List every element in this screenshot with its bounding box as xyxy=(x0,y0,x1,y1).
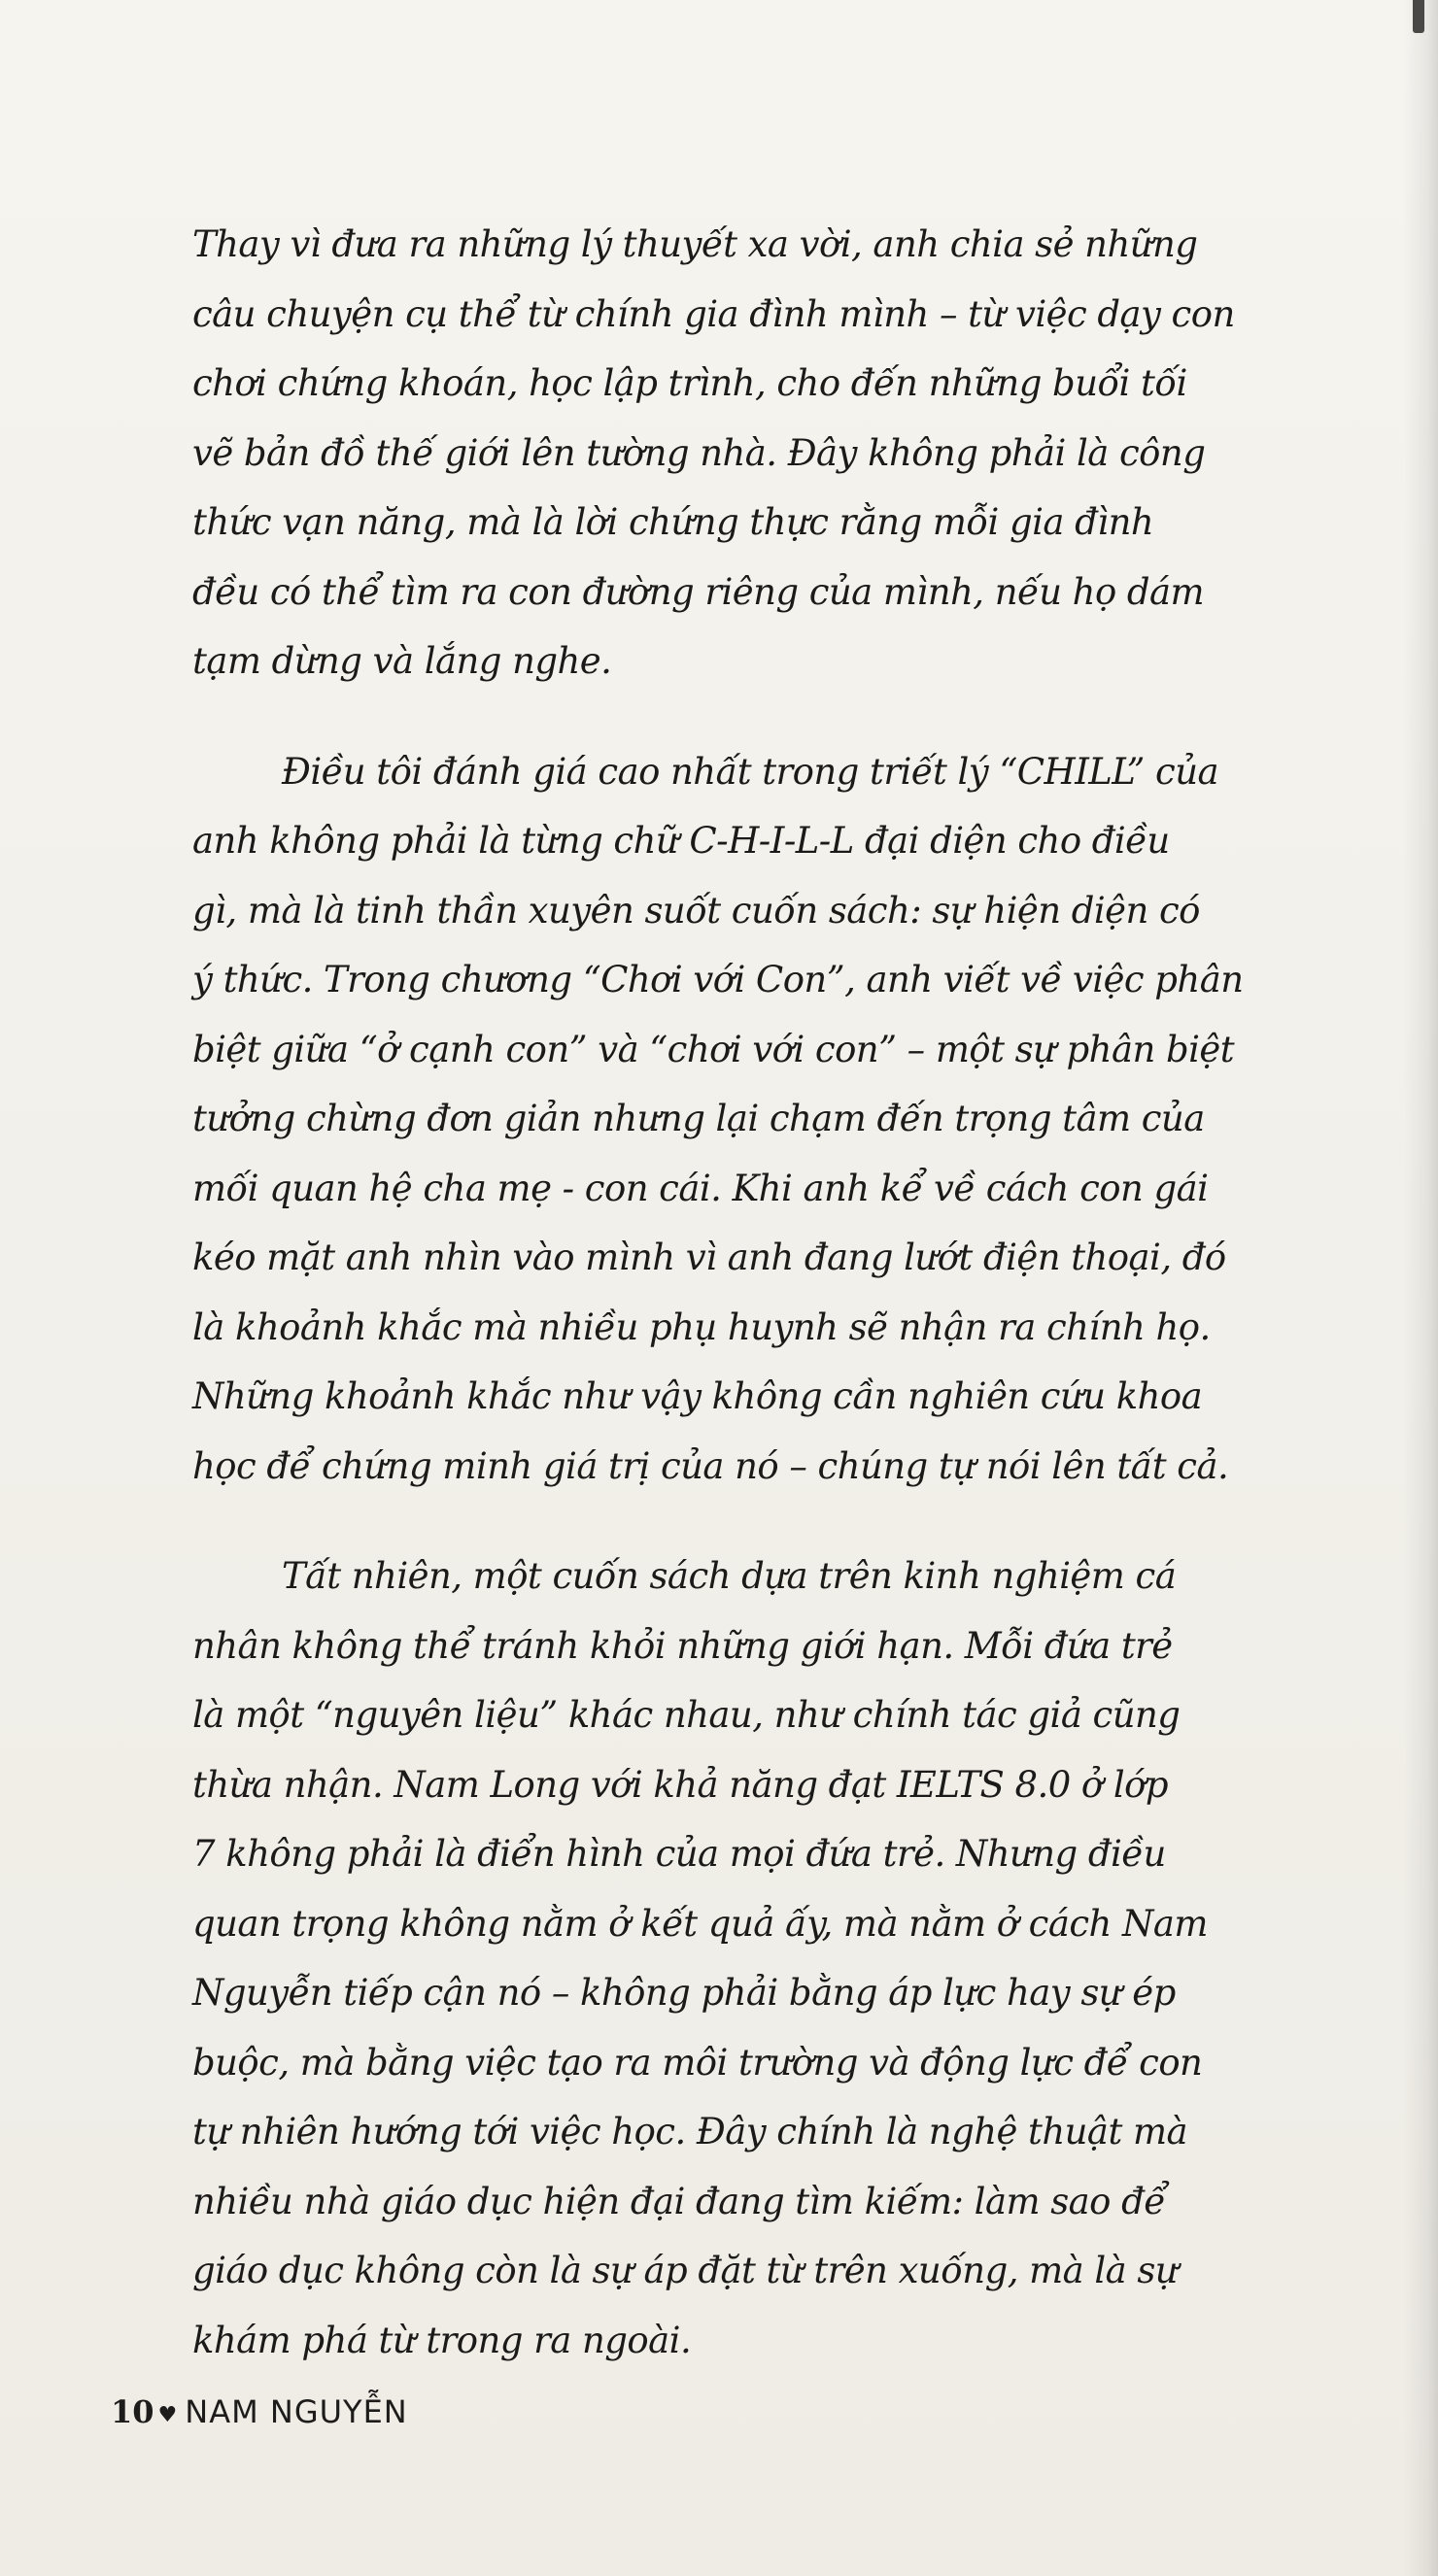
text-line: biệt giữa “ở cạnh con” và “chơi với con” – một sự phân biệt xyxy=(192,1028,1235,1070)
text-line: anh không phải là từng chữ C-H-I-L-L đại diện cho điều xyxy=(192,820,1170,862)
text-line: vẽ bản đồ thế giới lên tường nhà. Đây không phải là công xyxy=(192,431,1206,474)
text-line: Thay vì đưa ra những lý thuyết xa vời, anh chia sẻ những xyxy=(192,223,1198,265)
text-line: là khoảnh khắc mà nhiều phụ huynh sẽ nhận ra chính họ. xyxy=(192,1305,1211,1348)
text-line: đều có thể tìm ra con đường riêng của mình, nếu họ dám xyxy=(192,570,1205,613)
text-line: nhiều nhà giáo dục hiện đại đang tìm kiếm: làm sao để xyxy=(192,2180,1166,2222)
text-line: nhân không thể tránh khỏi những giới hạn. Mỗi đứa trẻ xyxy=(192,1624,1173,1667)
text-line: là một “nguyên liệu” khác nhau, như chính tác giả cũng xyxy=(192,1694,1181,1736)
text-line: tạm dừng và lắng nghe. xyxy=(192,640,612,682)
text-line: gì, mà là tinh thần xuyên suốt cuốn sách: sự hiện diện có xyxy=(192,889,1200,932)
page-footer xyxy=(111,2388,408,2436)
text-line: khám phá từ trong ra ngoài. xyxy=(192,2319,692,2361)
text-line: Tất nhiên, một cuốn sách dựa trên kinh nghiệm cá xyxy=(282,1555,1177,1597)
paragraph-2 xyxy=(192,737,1310,1502)
text-line: Nguyễn tiếp cận nó – không phải bằng áp lực hay sự ép xyxy=(192,1972,1176,2014)
page-edge-shadow xyxy=(1403,0,1438,2576)
page-number: 10 xyxy=(111,2393,154,2430)
body-text xyxy=(192,210,1310,2375)
paragraph-3 xyxy=(192,1542,1310,2375)
corner-tab xyxy=(1413,0,1424,33)
text-line: buộc, mà bằng việc tạo ra môi trường và động lực để con xyxy=(192,2041,1203,2084)
text-line: quan trọng không nằm ở kết quả ấy, mà nằm ở cách Nam xyxy=(192,1902,1208,1945)
text-line: thức vạn năng, mà là lời chứng thực rằng mỗi gia đình xyxy=(192,501,1154,543)
paragraph-1 xyxy=(192,210,1310,696)
text-line: Những khoảnh khắc như vậy không cần nghiên cứu khoa xyxy=(192,1375,1203,1417)
text-line: tự nhiên hướng tới việc học. Đây chính là nghệ thuật mà xyxy=(192,2111,1188,2152)
text-line: thừa nhận. Nam Long với khả năng đạt IELTS 8.0 ở lớp xyxy=(192,1763,1169,1806)
text-line: giáo dục không còn là sự áp đặt từ trên xuống, mà là sự xyxy=(192,2250,1179,2291)
text-line: tưởng chừng đơn giản nhưng lại chạm đến trọng tâm của xyxy=(192,1098,1205,1139)
heart-icon: ♥ xyxy=(157,2403,178,2427)
text-line: câu chuyện cụ thể từ chính gia đình mình – từ việc dạy con xyxy=(192,292,1235,335)
text-line: mối quan hệ cha mẹ - con cái. Khi anh kể về cách con gái xyxy=(192,1167,1209,1209)
text-line: học để chứng minh giá trị của nó – chúng tự nói lên tất cả. xyxy=(192,1444,1229,1487)
text-line: kéo mặt anh nhìn vào mình vì anh đang lướt điện thoại, đó xyxy=(192,1237,1226,1278)
running-footer-author: NAM NGUYỄN xyxy=(185,2393,408,2430)
text-line: chơi chứng khoán, học lập trình, cho đến những buổi tối xyxy=(192,362,1187,404)
text-line: ý thức. Trong chương “Chơi với Con”, anh viết về việc phân xyxy=(192,959,1244,1000)
text-line: Điều tôi đánh giá cao nhất trong triết lý “CHILL” của xyxy=(282,750,1218,793)
text-line: 7 không phải là điển hình của mọi đứa trẻ. Nhưng điều xyxy=(192,1833,1166,1875)
